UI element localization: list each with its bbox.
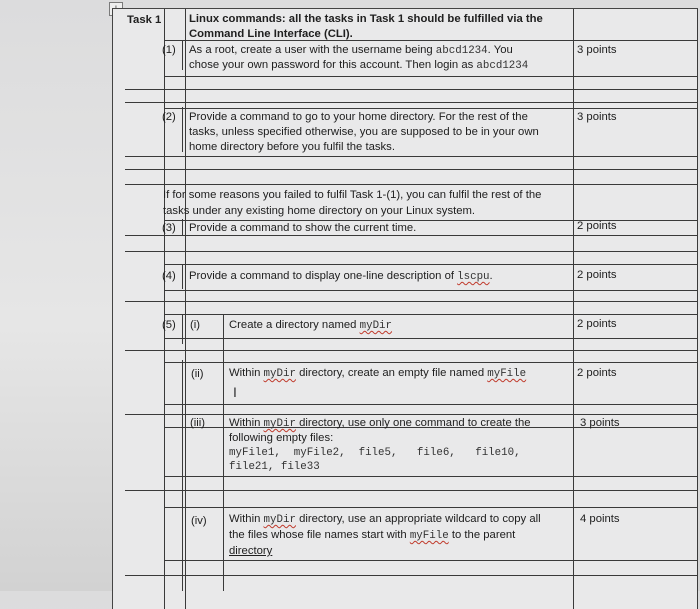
q3-points: 2 points [577,220,617,232]
grid-line [164,362,698,363]
q2-line1: Provide a command to go to your home directory. For the rest of the [189,111,528,123]
grid-line [182,314,183,344]
grid-line [164,290,698,291]
grid-line [573,9,574,609]
grid-line [164,507,698,508]
grid-line [164,264,698,265]
grid-line [125,490,697,491]
grid-line [164,338,698,339]
q5-ii-points: 2 points [577,367,617,379]
q5-iv-number: (iv) [191,515,207,527]
grid-line [125,169,697,170]
grid-line [164,404,698,405]
grid-line [164,108,698,109]
q3-text: Provide a command to show the current time. [189,222,417,234]
q5-number: (5) [162,319,176,331]
grid-line [164,560,698,561]
q2-number: (2) [162,111,176,123]
q5-iv-line1: Within myDir directory, use an appropriate wildcard to copy all [229,513,541,526]
q1-points: 3 points [577,44,617,56]
task-header-line1: Linux commands: all the tasks in Task 1 should be fulfilled via the [189,13,543,25]
grid-line [125,102,697,103]
grid-line [125,414,697,415]
q4-text: Provide a command to display one-line description of lscpu. [189,270,493,283]
q5-iii-line2: following empty files: [229,432,334,444]
q1-line1: As a root, create a user with the username being abcd1234. You [189,44,513,57]
grid-line [697,9,698,609]
q4-points: 2 points [577,269,617,281]
grid-line [125,575,697,576]
note-line1: If for some reasons you failed to fulfil Task 1-(1), you can fulfil the rest of the [163,189,542,201]
grid-line [182,40,183,70]
grid-line [182,264,183,289]
task-header-line2: Command Line Interface (CLI). [189,28,353,40]
q5-i-text: Create a directory named myDir [229,319,393,332]
grid-line [182,219,183,235]
q4-number: (4) [162,270,176,282]
q5-iv-line3: directory [229,545,273,557]
q5-iii-number: (iii) [190,417,206,429]
grid-line [164,314,698,315]
grid-line [125,89,697,90]
grid-line [164,476,698,477]
grid-line [125,350,697,351]
grid-line [125,251,697,252]
note-line2: tasks under any existing home directory on your Linux system. [163,205,476,217]
grid-line [164,9,165,609]
q5-iii-line1: Within myDir directory, use only one command to create the [229,417,531,430]
q5-ii-text: Within myDir directory, create an empty file named myFile [229,367,527,380]
task-label: Task 1 [127,14,162,26]
q5-i-number: (i) [190,319,201,331]
q2-line2: tasks, unless specified otherwise, you are supposed to be in your own [189,126,539,138]
grid-line [182,360,183,591]
q2-line3: home directory before you fulfil the tasks. [189,141,395,153]
grid-line [223,314,224,591]
q1-line2: chose your own password for this account. Then login as abcd1234 [189,59,529,72]
q5-i-points: 2 points [577,318,617,330]
q5-ii-number: (ii) [191,368,204,380]
text-cursor-icon: I [233,384,237,400]
grid-line [185,9,186,609]
q5-iv-line2: the files whose file names start with myFile to the parent [229,529,516,542]
q2-points: 3 points [577,111,617,123]
q5-iii-files-line1: myFile1, myFile2, file5, file6, file10, [229,447,521,459]
q5-iv-points: 4 points [580,513,620,525]
q5-iii-files-line2: file21, file33 [229,461,320,473]
q1-number: (1) [162,44,176,56]
q5-iii-points: 3 points [580,417,620,429]
grid-line [125,156,697,157]
grid-line [182,107,183,152]
grid-line [125,184,697,185]
q3-number: (3) [162,222,176,234]
grid-line [164,76,698,77]
grid-line [125,301,697,302]
